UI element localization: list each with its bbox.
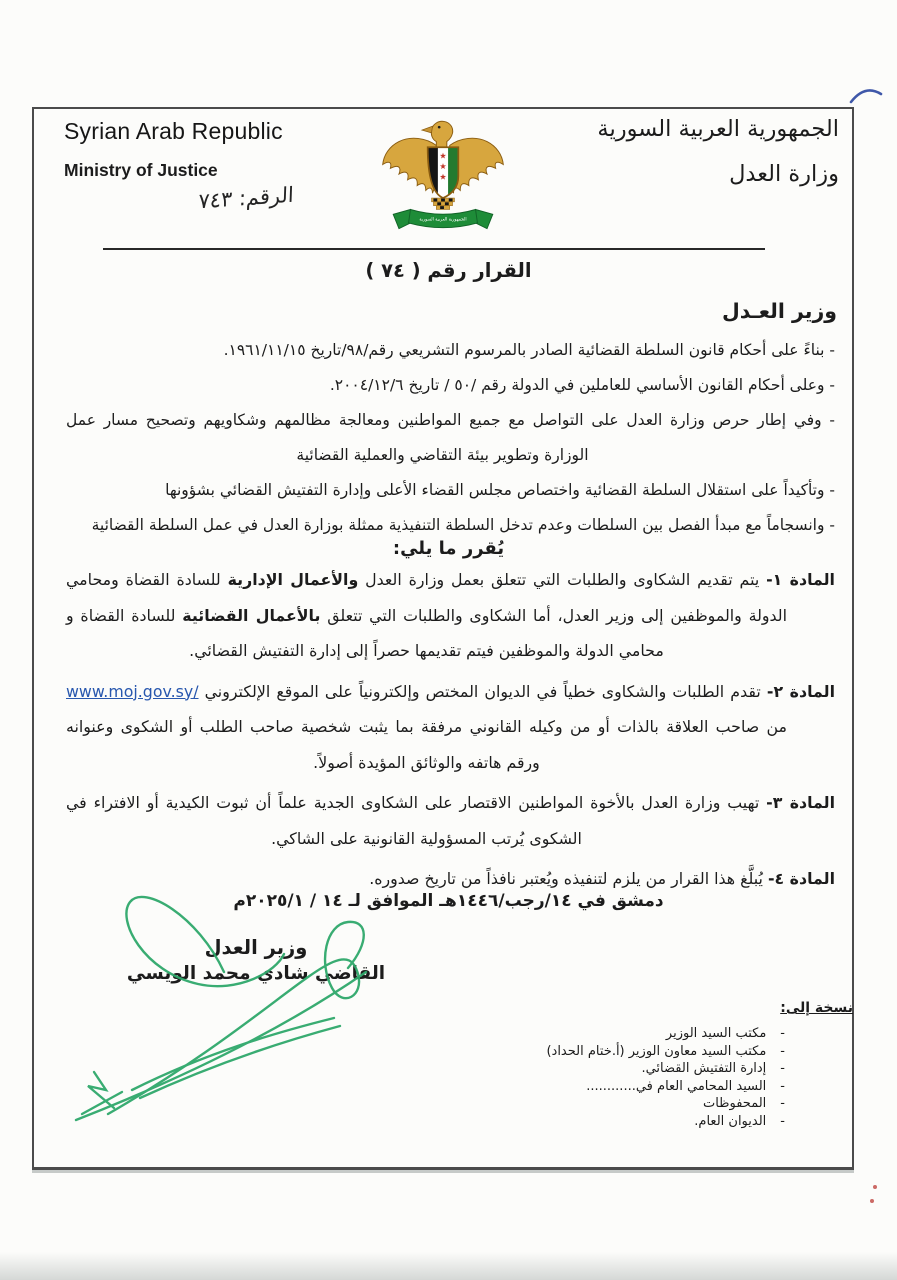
dash-bullet: - [780, 1026, 785, 1041]
country-name-en: Syrian Arab Republic [64, 118, 283, 144]
scan-dot [870, 1199, 874, 1203]
copy-to-item [523, 1095, 853, 1113]
preamble-item: - وانسجاماً مع مبدأ الفصل بين السلطات وعدم تدخل السلطة التنفيذية ممثلة بوزارة العدل في عمل السلطة القضائية [91, 516, 835, 534]
preamble-list [66, 333, 835, 543]
article-3-text: تهيب وزارة العدل بالأخوة المواطنين الاقتصار على الشكاوى الجدية علماً أن ثبوت الكيدية أو الافتراء في الشكوى يُرتب المسؤولية القانونية على الشاكي. [66, 793, 767, 848]
copy-to-item [523, 1043, 853, 1061]
decide-line: يُقرر ما يلي: [392, 538, 505, 559]
copy-to-section [523, 1000, 853, 1130]
article-1-label: المادة ١- [766, 570, 835, 589]
article-1-bold-judicial: بالأعمال القضائية [182, 605, 321, 625]
article-1-text: للسادة القضاة و محامي الدولة والموظفين فيتم تقديمها حصراً إلى إدارة التفتيش القضائي. [66, 605, 664, 660]
article-2 [66, 674, 835, 781]
preamble-item: - وفي إطار حرص وزارة العدل على التواصل مع جميع المواطنين ومعالجة مظالمهم وشكاويهم وتصحيح مسار عمل الوزارة وتطوير بيئة التقاضي والعملية القضائية [66, 411, 835, 464]
copy-to-item-label: السيد المحامي العام في............ [586, 1078, 767, 1094]
dash-bullet: - [780, 1061, 785, 1076]
copy-to-item-label: المحفوظات [702, 1096, 767, 1111]
copy-to-item [523, 1025, 853, 1043]
article-1 [66, 562, 835, 669]
dash-bullet: - [780, 1096, 785, 1111]
copy-to-heading: نسخة إلى: [780, 1000, 853, 1016]
issue-date-line: دمشق في ١٤/رجب/١٤٤٦هـ الموافق لـ ١٤ / ٢٠٢٥/١م [233, 891, 664, 911]
moj-website-link[interactable]: www.moj.gov.sy/ [66, 681, 199, 701]
ministry-name-ar: وزارة العدل [729, 161, 839, 187]
copy-to-item [523, 1078, 853, 1096]
article-1-bold-admin: والأعمال الإدارية [227, 570, 359, 589]
copy-to-item-label: الديوان العام. [694, 1113, 767, 1129]
article-3 [66, 785, 835, 856]
article-2-label: المادة ٢- [766, 681, 835, 701]
preamble-item: - وتأكيداً على استقلال السلطة القضائية واختصاص مجلس القضاء الأعلى وإدارة التفتيش القضائي بشؤونها [165, 481, 835, 499]
decision-title: القرار رقم ( ٧٤ ) [365, 259, 532, 282]
emblem-banner-text: الجمهورية العربية السورية [419, 217, 467, 223]
article-1-text: يتم تقديم الشكاوى والطلبات التي تتعلق بعمل وزارة العدل [358, 570, 767, 589]
syrian-eagle-emblem-icon [376, 112, 510, 240]
scan-dot [873, 1185, 877, 1189]
article-3-label: المادة ٣- [766, 793, 835, 812]
signature-block [116, 936, 396, 984]
article-4-text: يُبلَّغ هذا القرار من يلزم لتنفيذه ويُعتبر نافذاً من تاريخ صدوره. [369, 869, 768, 888]
signatory-title: وزير العدل [204, 936, 308, 959]
article-2-text: من صاحب العلاقة بالذات أو من وكيله القانوني مرفقة بما يثبت شخصية صاحب الطلب أو الشكوى وعنوانه ورقم هاتفه والوثائق المؤيدة أصولاً. [66, 717, 787, 772]
scan-shadow [0, 1252, 897, 1280]
header-arabic [569, 116, 839, 187]
article-4-label: المادة ٤- [767, 869, 835, 888]
copy-to-item-label: مكتب السيد الوزير [665, 1026, 767, 1041]
issuer-heading: وزير العـدل [721, 299, 837, 323]
dash-bullet: - [780, 1043, 785, 1059]
articles-section [66, 562, 835, 902]
copy-to-item-label: إدارة التفتيش القضائي. [641, 1061, 767, 1076]
copy-to-item [523, 1113, 853, 1131]
ministry-name-en: Ministry of Justice [64, 160, 218, 180]
header-divider [103, 248, 765, 250]
preamble-item: - بناءً على أحكام قانون السلطة القضائية الصادر بالمرسوم التشريعي رقم/٩٨/تاريخ ١٩٦١/١١/١٥. [223, 341, 835, 359]
preamble-item: - وعلى أحكام القانون الأساسي للعاملين في الدولة رقم /٥٠ / تاريخ ٢٠٠٤/١٢/٦. [329, 376, 835, 394]
dash-bullet: - [780, 1078, 785, 1094]
pen-mark-icon [849, 82, 883, 108]
article-2-text: تقدم الطلبات والشكاوى خطياً في الديوان المختص وإلكترونياً على الموقع الإلكتروني [198, 681, 767, 701]
signatory-name: القاضي شادي محمد الويسي [126, 963, 386, 984]
copy-to-item-label: مكتب السيد معاون الوزير (أ.ختام الحداد) [546, 1043, 767, 1059]
country-name-ar: الجمهورية العربية السورية [597, 116, 839, 142]
handwritten-reference-number: الرقم: ٧٤٣ [198, 182, 295, 214]
dash-bullet: - [780, 1113, 785, 1129]
header-english [64, 118, 314, 181]
article-1-text: للسادة القضاة ومحامي الدولة والموظفين إلى وزير العدل، أما الشكاوى والطلبات التي تتعلق [66, 570, 787, 625]
copy-to-item [523, 1060, 853, 1078]
